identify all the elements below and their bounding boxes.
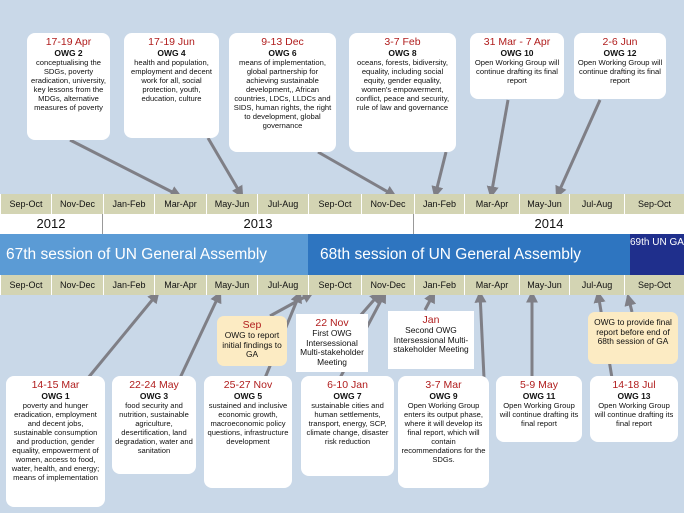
arrow-note-end <box>628 296 632 312</box>
arrow-owg6 <box>318 152 395 196</box>
event-date: 9-13 Dec <box>261 36 304 48</box>
event-date: 3-7 Feb <box>384 36 421 48</box>
session-68-label: 68th session of UN General Assembly <box>320 246 582 263</box>
arrow-owg1 <box>88 293 158 378</box>
period-label: Nov-Dec <box>361 194 414 214</box>
event-title: OWG 4 <box>157 48 186 58</box>
session-69 <box>630 234 684 275</box>
event-box-owg11 <box>496 376 582 442</box>
period-label: Mar-Apr <box>154 194 206 214</box>
arrow-owg9 <box>480 293 484 378</box>
event-title: OWG 6 <box>268 48 297 58</box>
event-desc: Open Working Group will continue drafting its final report <box>577 58 663 85</box>
event-desc: Open Working Group enters its output phase, where it will develop its final report, which will contain recommendations for the SDGs. <box>401 401 486 464</box>
event-box-owg3 <box>112 376 196 474</box>
event-box-owg1 <box>6 376 105 507</box>
event-box-owg8 <box>349 33 456 152</box>
event-title: OWG 5 <box>233 391 263 401</box>
event-box-owg12 <box>574 33 666 99</box>
event-box-owg9 <box>398 376 489 488</box>
note-jan <box>388 311 474 369</box>
note-date: Jan <box>422 314 440 326</box>
year-label: 2014 <box>534 216 564 231</box>
note-text: First OWG Intersessional Multi-stakeholder Meeting <box>300 328 364 367</box>
event-date: 25-27 Nov <box>223 379 273 391</box>
event-date: 14-18 Jul <box>612 379 656 391</box>
event-date: 5-9 May <box>520 379 558 391</box>
event-date: 14-15 Mar <box>31 379 80 391</box>
note-end <box>588 312 678 364</box>
period-label: May-Jun <box>519 194 569 214</box>
arrow-owg2 <box>70 140 180 196</box>
event-desc: sustainable cities and human settlements, transport, energy, SCP, climate change, disaster risk reduction <box>306 401 389 446</box>
year-label: 2013 <box>103 214 414 234</box>
note-text: OWG to provide final report before end of 68th session of GA <box>594 317 672 346</box>
event-title: OWG 8 <box>388 48 417 58</box>
period-label: Nov-Dec <box>51 194 103 214</box>
event-desc: sustained and inclusive economic growth, macroeconomic policy questions, infrastructure development <box>207 401 289 446</box>
arrow-owg10 <box>491 100 508 196</box>
event-box-owg5 <box>204 376 292 488</box>
period-strip-bottom <box>0 275 684 295</box>
session-69-label: 69th UN GA <box>630 237 684 248</box>
event-desc: Open Working Group will continue drafting its final report <box>474 58 560 85</box>
event-title: OWG 12 <box>603 48 637 58</box>
event-date: 17-19 Apr <box>45 36 92 48</box>
note-text: OWG to report initial findings to GA <box>222 330 282 359</box>
period-label: Jan-Feb <box>414 275 464 295</box>
period-label: Mar-Apr <box>464 275 519 295</box>
period-label: Sep-Oct <box>0 194 51 214</box>
period-label: Jan-Feb <box>103 194 154 214</box>
event-date: 6-10 Jan <box>327 379 368 391</box>
period-label: Sep-Oct <box>624 275 684 295</box>
year-row <box>0 214 684 234</box>
event-desc: oceans, forests, bidiversity, equality, including social equity, gender equality, women's empowerment, conflict, peace and security, rule of law and governance <box>355 58 450 112</box>
period-label: Sep-Oct <box>624 194 684 214</box>
arrow-note-jan <box>425 293 434 310</box>
note-nov22 <box>296 314 368 372</box>
session-67 <box>0 234 308 275</box>
period-label: Mar-Apr <box>464 194 519 214</box>
note-date: 22 Nov <box>315 317 349 329</box>
event-desc: food security and nutrition, sustainable agriculture, desertification, land degradation, water and sanitation <box>115 401 193 455</box>
period-label: Jan-Feb <box>103 275 154 295</box>
event-box-owg10 <box>470 33 564 99</box>
event-box-owg13 <box>590 376 678 442</box>
period-label: Jul-Aug <box>569 275 624 295</box>
event-desc: means of implementation, global partnership for achieving sustainable development,, African countries, LDCs, LLDCs and SIDS, human rights, the right to development, global governance <box>233 58 332 130</box>
event-desc: conceptualising the SDGs, poverty eradication, university, key lessons from the MDGs, alternative measures of poverty <box>31 58 106 112</box>
period-label: May-Jun <box>519 275 569 295</box>
event-date: 31 Mar - 7 Apr <box>483 36 551 48</box>
event-desc: Open Working Group will continue drafting its final report <box>499 401 579 428</box>
event-title: OWG 11 <box>522 391 556 401</box>
event-title: OWG 10 <box>500 48 534 58</box>
session-67-label: 67th session of UN General Assembly <box>6 246 268 263</box>
period-label: Jan-Feb <box>414 194 464 214</box>
event-title: OWG 9 <box>429 391 458 401</box>
event-date: 3-7 Mar <box>425 379 462 391</box>
note-date: Sep <box>242 319 262 331</box>
period-label: Sep-Oct <box>308 275 361 295</box>
period-label: Sep-Oct <box>308 194 361 214</box>
event-box-owg4 <box>124 33 219 138</box>
event-desc: poverty and hunger eradication, employment and decent jobs, sustainable consumption and production, gender equality, empowerment of women, access to food, water, health, and energy; means of implementation <box>11 401 100 482</box>
year-label: 2012 <box>0 214 103 234</box>
period-label: Jul-Aug <box>257 194 308 214</box>
event-date: 17-19 Jun <box>148 36 195 48</box>
event-title: OWG 3 <box>139 391 169 401</box>
period-label: Nov-Dec <box>51 275 103 295</box>
arrow-note-nov <box>360 293 380 316</box>
event-desc: health and population, employment and decent work for all, social protection, youth, education, culture <box>130 58 213 103</box>
session-68 <box>308 234 630 275</box>
event-date: 22-24 May <box>129 379 179 391</box>
period-label: Jul-Aug <box>257 275 308 295</box>
period-label: May-Jun <box>206 194 257 214</box>
period-label: Mar-Apr <box>154 275 206 295</box>
arrow-owg12 <box>557 100 600 196</box>
event-box-owg6 <box>229 33 336 152</box>
event-title: OWG 2 <box>54 48 83 58</box>
event-box-owg7 <box>301 376 394 476</box>
note-text: Second OWG Intersessional Multi-stakeholder Meeting <box>393 325 469 354</box>
note-sep <box>217 316 287 366</box>
arrow-owg3 <box>180 293 220 378</box>
event-box-owg2 <box>27 33 110 140</box>
arrow-owg8 <box>435 152 446 196</box>
period-label: Sep-Oct <box>0 275 51 295</box>
period-label: Jul-Aug <box>569 194 624 214</box>
period-strip-top <box>0 194 684 214</box>
event-title: OWG 7 <box>333 391 362 401</box>
period-label: May-Jun <box>206 275 257 295</box>
event-title: OWG 13 <box>617 391 651 401</box>
period-label: Nov-Dec <box>361 275 414 295</box>
event-title: OWG 1 <box>41 391 70 401</box>
event-desc: Open Working Group will continue drafting its final report <box>594 401 674 428</box>
event-date: 2-6 Jun <box>602 36 638 48</box>
